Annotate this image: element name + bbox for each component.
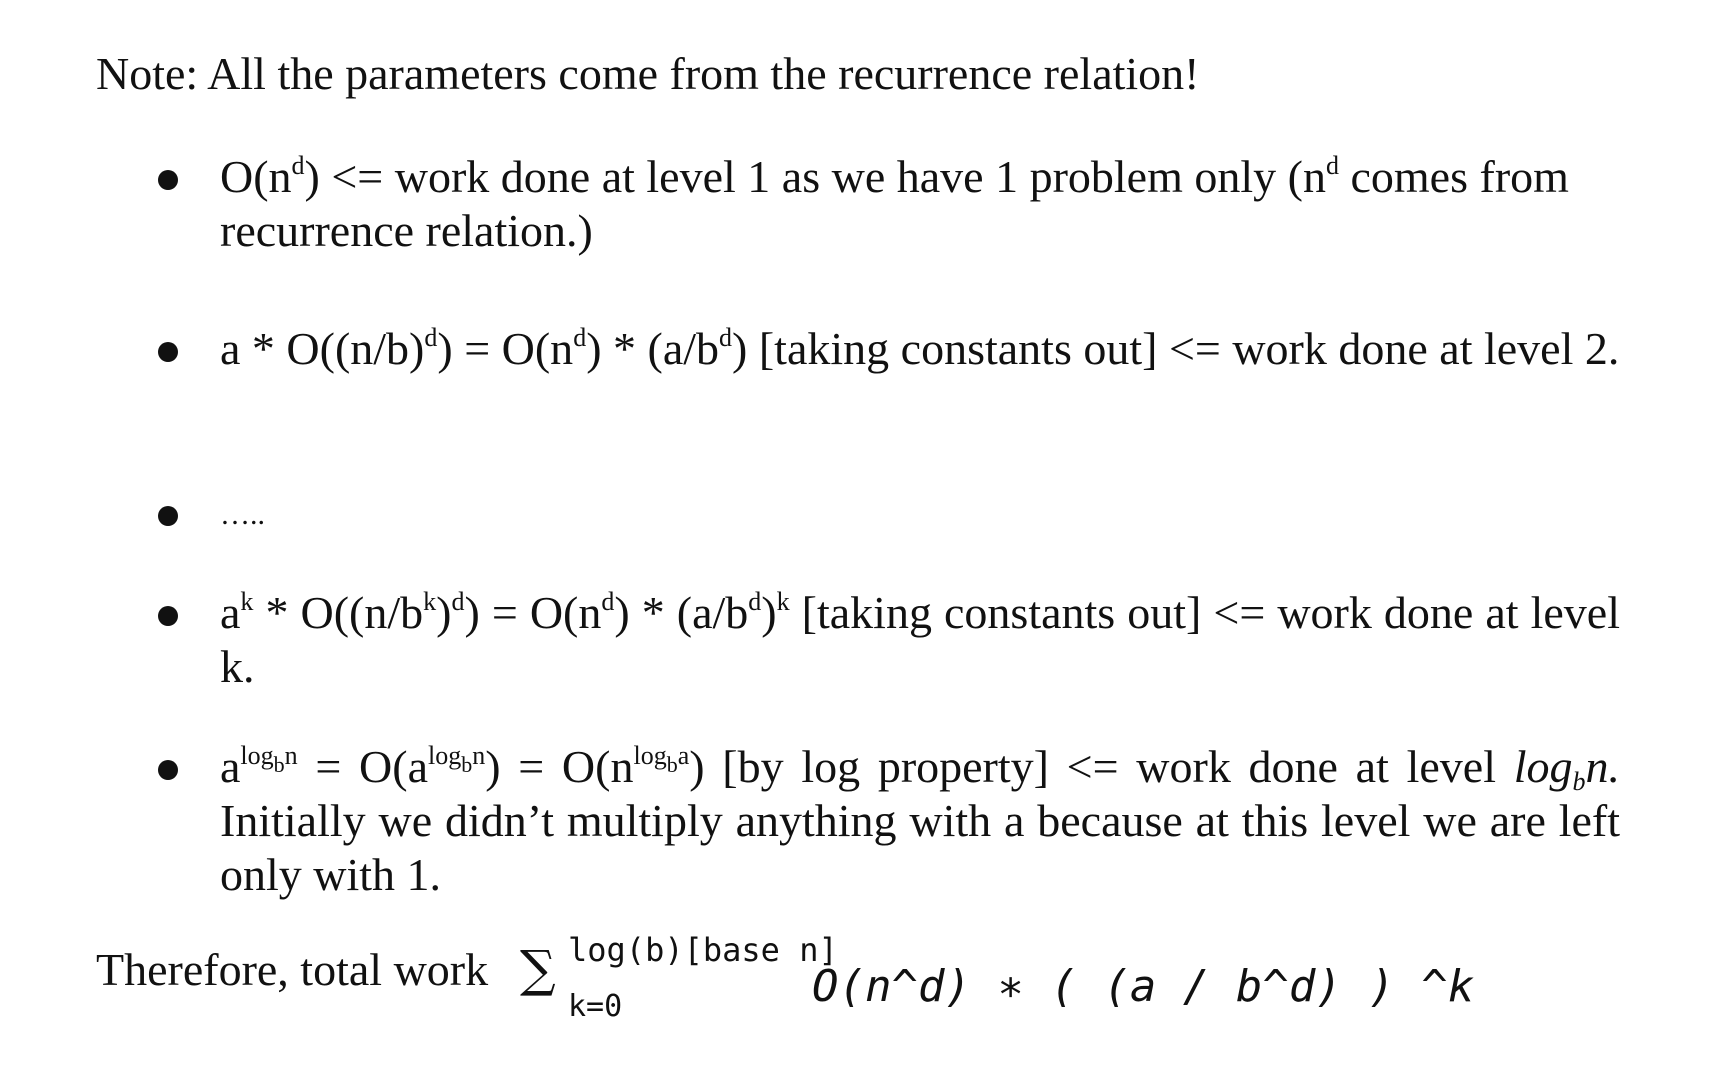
ellipsis-text: …..: [220, 498, 265, 531]
text-segment: a: [220, 587, 241, 638]
log-base: b: [666, 752, 678, 777]
note-heading: Note: All the parameters come from the recurrence relation!: [96, 48, 1200, 99]
bullet-dot-icon: [158, 342, 178, 362]
text-segment: ) [by log property] <= work done at level: [689, 741, 1514, 792]
text-segment: comes from recurrence relation.): [220, 151, 1569, 256]
superscript: k: [240, 587, 254, 616]
superscript: d: [601, 587, 615, 616]
text-segment: ): [761, 587, 777, 638]
text-segment: = O(a: [297, 741, 428, 792]
text-segment: ) = O(n: [485, 741, 634, 792]
text-segment: Initially we didn’t multiply anything with a because at this level we are left only with 1.: [220, 795, 1620, 900]
superscript: d: [719, 323, 733, 352]
text-segment: ) * (a/b: [586, 323, 720, 374]
superscript: d: [1325, 151, 1339, 180]
italic-log-base: b: [1572, 767, 1586, 796]
bullet-text-level-2: [220, 322, 1620, 376]
text-segment: ) <= work done at level 1 as we have 1 problem only (n: [304, 151, 1326, 202]
log-superscript: [633, 741, 690, 777]
superscript: d: [748, 587, 762, 616]
italic-log-text: log: [1513, 741, 1573, 792]
superscript: d: [291, 151, 305, 180]
log-arg: n: [284, 741, 298, 770]
text-segment: [taking constants out] <= work done at level k.: [220, 587, 1620, 692]
bullet-dot-icon: [158, 760, 178, 780]
superscript: d: [573, 323, 587, 352]
italic-log: [1513, 741, 1620, 796]
text-segment: ) [taking constants out] <= work done at level 2.: [732, 323, 1620, 374]
text-segment: O(n: [220, 151, 292, 202]
log-superscript: [428, 741, 486, 777]
log-text: log: [240, 741, 274, 770]
text-segment: a: [220, 741, 241, 792]
text-segment: ) * (a/b: [614, 587, 749, 638]
bullet-dot-icon: [158, 506, 178, 526]
superscript: d: [451, 587, 465, 616]
superscript: k: [423, 587, 437, 616]
sum-lower-limit: k=0: [568, 989, 623, 1024]
text-segment: ) = O(n: [437, 323, 574, 374]
log-base: b: [273, 752, 285, 777]
log-text: log: [633, 741, 667, 770]
log-superscript: [240, 741, 298, 777]
bullet-text-level-logn: [220, 740, 1620, 902]
sum-upper-limit: log(b)[base n]: [568, 931, 838, 969]
text-segment: a * O((n/b): [220, 323, 425, 374]
sigma-symbol: ∑: [520, 940, 556, 998]
bullet-text-level-1: [220, 150, 1620, 258]
bullet-text-level-k: [220, 586, 1620, 694]
log-arg: a: [677, 741, 690, 770]
superscript: k: [776, 587, 790, 616]
bullet-dot-icon: [158, 170, 178, 190]
log-text: log: [428, 741, 462, 770]
log-arg: n: [472, 741, 486, 770]
sum-expression: O(n^d) ∗ ( (a / b^d) ) ^k: [812, 961, 1475, 1012]
italic-log-arg: n.: [1585, 741, 1620, 792]
total-work-label: Therefore, total work: [96, 944, 489, 995]
text-segment: * O((n/b: [253, 587, 424, 638]
superscript: d: [424, 323, 438, 352]
summation: [520, 931, 838, 1032]
bullet-dot-icon: [158, 606, 178, 626]
text-segment: ): [436, 587, 452, 638]
log-base: b: [461, 752, 473, 777]
text-segment: ) = O(n: [464, 587, 602, 638]
